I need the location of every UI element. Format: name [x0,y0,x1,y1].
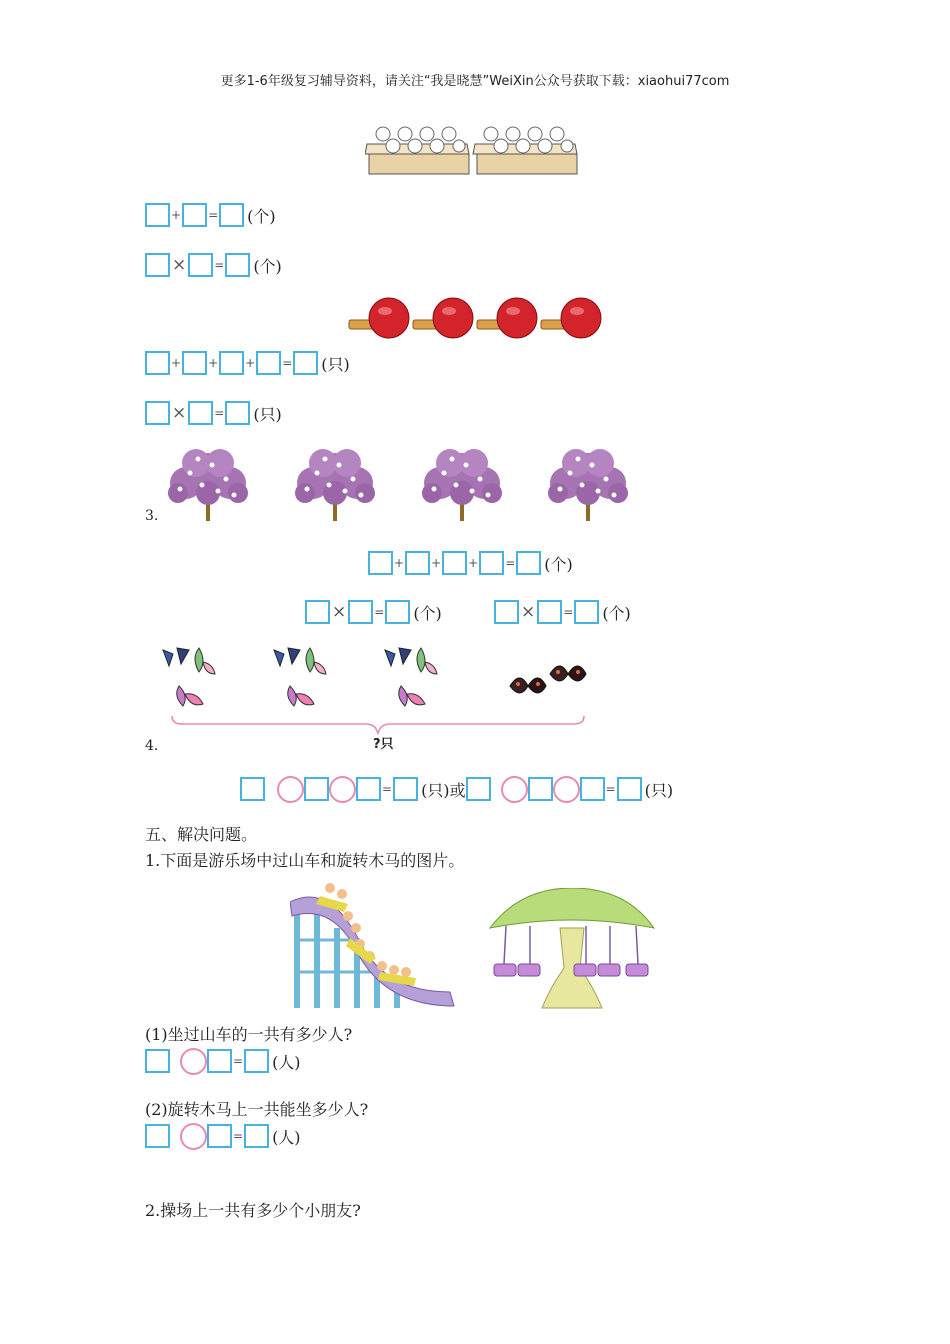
answer-box[interactable] [244,1049,269,1073]
answer-box[interactable] [145,253,170,277]
answer-box[interactable] [580,777,605,801]
answer-box[interactable] [348,600,373,624]
answer-box[interactable] [188,401,213,425]
operator-circle[interactable] [180,1048,207,1075]
answer-box[interactable] [466,777,491,801]
question-2: 2.操场上一共有多少个小朋友? [145,1201,361,1220]
answer-box[interactable] [219,351,244,375]
question-1: 1.下面是游乐场中过山车和旋转木马的图片。 [145,851,465,870]
equation-trees-mul-1: × = (个) [305,597,442,627]
operator-circle[interactable] [501,776,528,803]
operator-circle[interactable] [553,776,580,803]
answer-box[interactable] [145,1049,170,1073]
answer-box[interactable] [356,777,381,801]
roller-coaster-icon [290,880,455,1010]
answer-box[interactable] [305,600,330,624]
answer-box[interactable] [528,777,553,801]
answer-box[interactable] [574,600,599,624]
answer-box[interactable] [617,777,642,801]
answer-box[interactable] [537,600,562,624]
answer-box[interactable] [225,401,250,425]
answer-box[interactable] [225,253,250,277]
equation-carousel: = (人) [145,1121,301,1151]
answer-box[interactable] [256,351,281,375]
answer-box[interactable] [145,1124,170,1148]
operator-circle[interactable] [329,776,356,803]
answer-box[interactable] [145,351,170,375]
answer-box[interactable] [479,551,504,575]
equation-trees-mul-2: × = (个) [494,597,631,627]
equation-eggs-mul: × = (个) [145,250,282,280]
equation-paddles-mul: × = (只) [145,398,282,428]
answer-box[interactable] [145,401,170,425]
butterfly-icon [155,640,595,716]
page-header: 更多1-6年级复习辅导资料，请关注“我是晓慧”WeiXin公众号获取下载：xiaohui77com [220,74,730,89]
equation-eggs-add: + = (个) [145,200,276,230]
answer-box[interactable] [182,351,207,375]
answer-box[interactable] [442,551,467,575]
answer-box[interactable] [368,551,393,575]
answer-box[interactable] [304,777,329,801]
tree-icon [160,445,640,525]
section-title: 五、解决问题。 [145,825,258,844]
brace-label: ?只 [373,737,394,752]
answer-box[interactable] [516,551,541,575]
answer-box[interactable] [494,600,519,624]
question-1-part-1: (1)坐过山车的一共有多少人? [145,1025,353,1044]
equation-butterflies: = (只) 或 = (只) [240,774,673,804]
equation-coaster: = (人) [145,1046,301,1076]
carousel-icon [486,888,658,1010]
answer-box[interactable] [240,777,265,801]
answer-box[interactable] [244,1124,269,1148]
ping-pong-paddle-icon [345,296,605,342]
egg-crate-icon [365,122,585,178]
answer-box[interactable] [393,777,418,801]
answer-box[interactable] [219,203,244,227]
answer-box[interactable] [207,1124,232,1148]
answer-box[interactable] [182,203,207,227]
answer-box[interactable] [188,253,213,277]
question-1-part-2: (2)旋转木马上一共能坐多少人? [145,1100,369,1119]
equation-paddles-add: + + + = (只) [145,348,350,378]
answer-box[interactable] [207,1049,232,1073]
answer-box[interactable] [385,600,410,624]
answer-box[interactable] [145,203,170,227]
operator-circle[interactable] [180,1123,207,1150]
answer-box[interactable] [293,351,318,375]
answer-box[interactable] [405,551,430,575]
equation-trees-add: + + + = (个) [368,548,573,578]
operator-circle[interactable] [277,776,304,803]
